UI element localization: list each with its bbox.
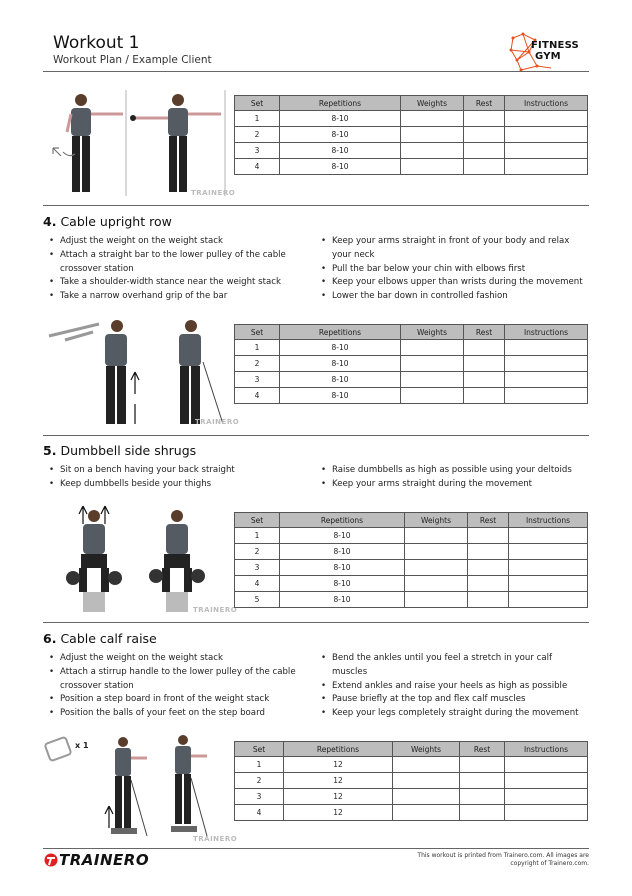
table-row: 1 8-10: [235, 340, 588, 356]
table-row: 4 8-10: [235, 576, 588, 592]
sets-table-4: Set Repetitions Weights Rest Instructions 1 8-10 2 8-10 3 8-10 4 8-10: [234, 324, 588, 404]
page-title: Workout 1: [53, 33, 140, 53]
sets-table-prev: Set Repetitions Weights Rest Instructions 1 8-10 2 8-10 3 8-10 4 8-10: [234, 95, 588, 175]
table-row: 1 8-10: [235, 111, 588, 127]
trainero-logo-icon: [43, 853, 59, 867]
table-row: 3 8-10: [235, 143, 588, 159]
table-row: 2 8-10: [235, 127, 588, 143]
exercise-title: 4. Cable upright row: [43, 214, 172, 229]
footer-divider: [43, 848, 589, 849]
exercise-figure-icon: [43, 314, 228, 428]
exercise-title: 6. Cable calf raise: [43, 631, 157, 646]
instructions-left: • Adjust the weight on the weight stack • Attach a stirrup handle to the lower pulley of the cable crossover station • Position a step board in front of the weight stack • Position the balls of your feet on the step board: [49, 652, 304, 721]
table-row: 1 8-10: [235, 528, 588, 544]
exercise-5-image: TRAINERO: [43, 502, 233, 616]
table-row: 2 12: [235, 773, 588, 789]
table-row: 5 8-10: [235, 592, 588, 608]
page-subtitle: Workout Plan / Example Client: [53, 54, 212, 66]
trainero-logo: TRAINERO: [43, 851, 149, 869]
exercise-figure-icon: [43, 502, 233, 616]
header-divider: [43, 71, 589, 72]
equipment-count: x 1: [75, 741, 89, 750]
gym-logo: [507, 30, 591, 74]
exercise-6-image: x 1 TRAINERO: [43, 732, 233, 844]
sets-table-6: Set Repetitions Weights Rest Instructions 1 12 2 12 3 12 4 12: [234, 741, 588, 821]
table-row: 3 8-10: [235, 372, 588, 388]
section-divider: [43, 622, 589, 623]
instructions-left: • Sit on a bench having your back straight • Keep dumbbells beside your thighs: [49, 464, 299, 492]
exercise-4-image: TRAINERO: [43, 314, 228, 428]
table-row: 1 12: [235, 757, 588, 773]
table-row: 4 8-10: [235, 388, 588, 404]
table-row: 2 8-10: [235, 544, 588, 560]
table-row: 3 12: [235, 789, 588, 805]
table-row: 4 12: [235, 805, 588, 821]
footer-note: This workout is printed from Trainero.com. All images are copyright of Trainero.com.: [417, 852, 589, 867]
instructions-right: • Raise dumbbells as high as possible using your deltoids • Keep your arms straight during the movement: [321, 464, 583, 492]
exercise-prev-image: TRAINERO: [43, 86, 228, 198]
section-divider: [43, 205, 589, 206]
instructions-right: • Keep your arms straight in front of your body and relax your neck • Pull the bar below your chin with elbows first • Keep your elbows upper than wrists during the movement • Lower the bar down in controlled fashion: [321, 235, 583, 304]
table-row: 4 8-10: [235, 159, 588, 175]
instructions-left: • Adjust the weight on the weight stack • Attach a straight bar to the lower pulley of the cable crossover station • Take a shoulder-width stance near the weight stack • Take a narrow overhand grip of the bar: [49, 235, 299, 304]
table-row: 2 8-10: [235, 356, 588, 372]
exercise-figure-icon: [43, 86, 228, 198]
instructions-right: • Bend the ankles until you feel a stretch in your calf muscles • Extend ankles and raise your heels as high as possible • Pause briefly at the top and flex calf muscles • Keep your legs completely straight during the movement: [321, 652, 589, 721]
logo-text: FITNESS GYM: [531, 40, 579, 62]
exercise-title: 5. Dumbbell side shrugs: [43, 443, 197, 458]
table-row: 3 8-10: [235, 560, 588, 576]
sets-table-5: Set Repetitions Weights Rest Instructions 1 8-10 2 8-10 3 8-10 4 8-10 5 8-10: [234, 512, 588, 608]
section-divider: [43, 435, 589, 436]
exercise-figure-icon: [43, 732, 233, 844]
